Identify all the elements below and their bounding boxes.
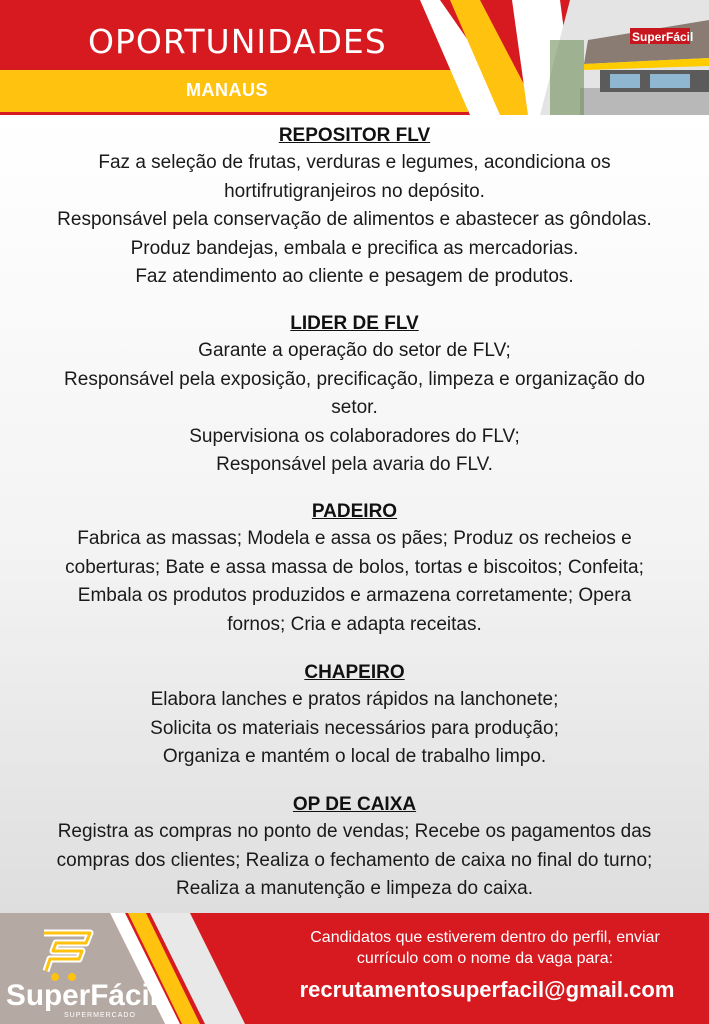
store-sign-text: SuperFácil (632, 30, 694, 44)
job-line: Responsável pela conservação de alimentos e abastecer as gôndolas. (57, 209, 652, 230)
logo-subtext: SUPERMERCADO (64, 1012, 136, 1019)
job-line: fornos; Cria e adapta receitas. (227, 613, 482, 635)
job-line: Responsável pela exposição, precificação, limpeza e organização do (64, 368, 645, 390)
job-line: Elabora lanches e pratos rápidos na lanchonete; (150, 689, 559, 710)
cta-text (270, 927, 700, 969)
job-op-de-caixa (10, 792, 699, 904)
job-chapeiro (10, 660, 699, 772)
job-line: Faz a seleção de frutas, verduras e legumes, acondiciona os (98, 152, 611, 173)
job-padeiro (10, 499, 699, 639)
job-line: Produz bandejas, embala e precifica as mercadorias. (130, 237, 579, 259)
header-banner (0, 0, 709, 115)
cart-icon (44, 933, 90, 981)
job-line: Realiza a manutenção e limpeza do caixa. (176, 878, 533, 899)
job-line: Responsável pela avaria do FLV. (216, 454, 493, 475)
job-line: Fabrica as massas; Modela e assa os pães; Produz os recheios e (77, 528, 632, 549)
job-repositor-flv (10, 123, 699, 292)
footer-banner (0, 913, 709, 1024)
job-line: Faz atendimento ao cliente e pesagem de produtos. (135, 266, 574, 287)
job-title: CHAPEIRO (304, 662, 405, 683)
contact-email[interactable]: recrutamentosuperfacil@gmail.com (299, 977, 675, 1002)
job-line: Embala os produtos produzidos e armazena corretamente; Opera (77, 585, 632, 606)
job-line: setor. (331, 397, 378, 418)
job-title: LIDER DE FLV (290, 313, 419, 334)
superfacil-logo (0, 913, 200, 1024)
job-line: Organiza e mantém o local de trabalho limpo. (162, 746, 547, 767)
job-line: Garante a operação do setor de FLV; (198, 340, 511, 361)
page-title: OPORTUNIDADES (88, 22, 387, 61)
job-line: compras dos clientes; Realiza o fechamento de caixa no final do turno; (56, 849, 653, 871)
cta-line: Candidatos que estiverem dentro do perfil, enviar (310, 929, 660, 946)
job-line: Supervisiona os colaboradores do FLV; (189, 425, 520, 447)
job-title: REPOSITOR FLV (278, 125, 431, 146)
cta-line: currículo com o nome da vaga para: (356, 950, 614, 967)
job-line: coberturas; Bate e assa massa de bolos, tortas e biscoitos; Confeita; (65, 556, 644, 578)
job-line: Registra as compras no ponto de vendas; Recebe os pagamentos das (57, 821, 652, 842)
job-line: Solicita os materiais necessários para produção; (150, 717, 559, 739)
job-listings (0, 115, 709, 913)
job-title: PADEIRO (311, 501, 398, 522)
job-lider-flv (10, 311, 699, 480)
job-title: OP DE CAIXA (292, 794, 417, 815)
logo-text: SuperFácil (6, 979, 158, 1012)
store-photo (540, 0, 709, 115)
job-line: hortifrutigranjeiros no depósito. (224, 180, 485, 202)
city-label: MANAUS (186, 80, 268, 100)
